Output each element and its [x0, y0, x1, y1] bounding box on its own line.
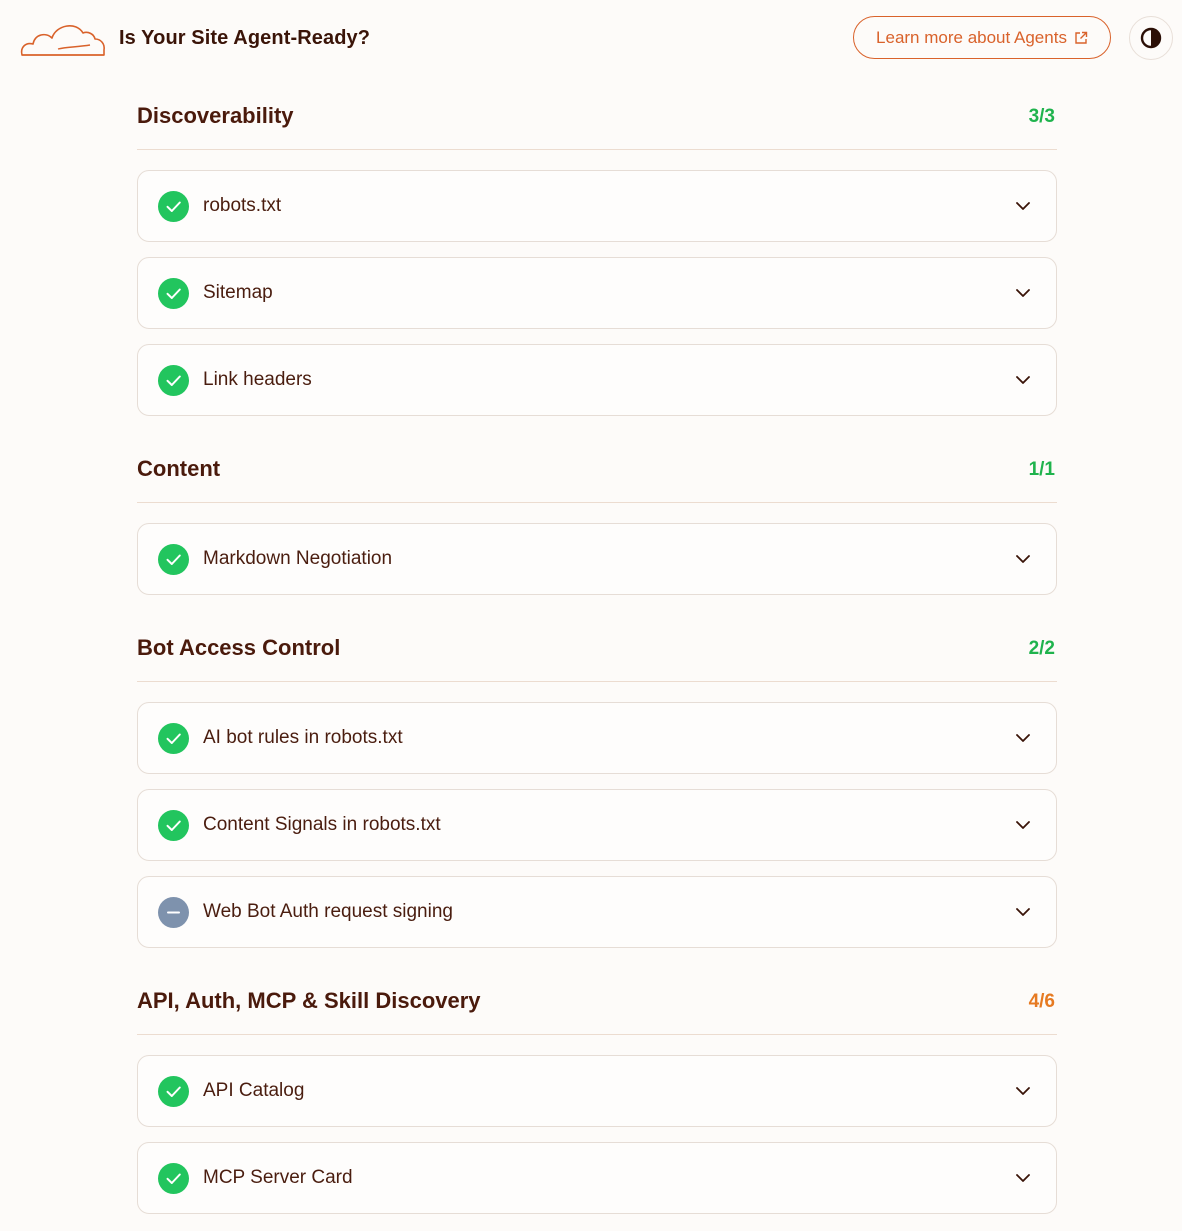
- check-list: [137, 150, 1057, 416]
- check-label: API Catalog: [203, 1080, 305, 1101]
- chevron-down-icon[interactable]: [1014, 199, 1032, 213]
- chevron-down-icon[interactable]: [1014, 373, 1032, 387]
- check-item[interactable]: [137, 876, 1057, 948]
- check-circle-icon: [158, 191, 189, 222]
- check-item[interactable]: [137, 344, 1057, 416]
- check-circle-icon: [158, 1163, 189, 1194]
- check-circle-icon: [158, 723, 189, 754]
- check-circle-icon: [158, 810, 189, 841]
- check-circle-icon: [158, 544, 189, 575]
- external-link-icon: [1074, 31, 1088, 45]
- chevron-down-icon[interactable]: [1014, 905, 1032, 919]
- check-item[interactable]: [137, 1142, 1057, 1214]
- chevron-down-icon[interactable]: [1014, 818, 1032, 832]
- check-item[interactable]: [137, 523, 1057, 595]
- section-score: 3/3: [1028, 106, 1055, 127]
- check-section: [137, 78, 1057, 416]
- section-title: Content: [137, 456, 221, 481]
- section-title: Discoverability: [137, 103, 294, 128]
- chevron-down-icon[interactable]: [1014, 286, 1032, 300]
- chevron-down-icon[interactable]: [1014, 731, 1032, 745]
- section-score: 4/6: [1028, 991, 1055, 1012]
- check-label: robots.txt: [203, 195, 282, 216]
- check-list: [137, 1035, 1057, 1214]
- check-label: Web Bot Auth request signing: [203, 901, 453, 922]
- check-section: [137, 610, 1057, 948]
- section-header: [137, 78, 1057, 150]
- check-label: Markdown Negotiation: [203, 548, 393, 569]
- check-item[interactable]: [137, 1055, 1057, 1127]
- check-list: [137, 682, 1057, 948]
- check-item[interactable]: [137, 702, 1057, 774]
- theme-toggle-button[interactable]: [1129, 16, 1173, 60]
- check-circle-icon: [158, 1076, 189, 1107]
- section-header: [137, 963, 1057, 1035]
- chevron-down-icon[interactable]: [1014, 552, 1032, 566]
- check-label: AI bot rules in robots.txt: [203, 727, 403, 748]
- check-label: MCP Server Card: [203, 1167, 353, 1188]
- results-list: [137, 78, 1057, 1229]
- chevron-down-icon[interactable]: [1014, 1084, 1032, 1098]
- check-label: Link headers: [203, 369, 312, 390]
- learn-more-label: Learn more about Agents: [876, 27, 1067, 47]
- check-section: [137, 963, 1057, 1214]
- check-item[interactable]: [137, 789, 1057, 861]
- page-title: Is Your Site Agent-Ready?: [119, 27, 371, 49]
- check-label: Content Signals in robots.txt: [203, 814, 441, 835]
- chevron-down-icon[interactable]: [1014, 1171, 1032, 1185]
- check-circle-icon: [158, 365, 189, 396]
- section-score: 2/2: [1028, 638, 1055, 659]
- check-label: Sitemap: [203, 282, 273, 303]
- check-section: [137, 431, 1057, 595]
- section-header: [137, 431, 1057, 503]
- check-list: [137, 503, 1057, 595]
- section-title: API, Auth, MCP & Skill Discovery: [137, 988, 481, 1013]
- app-header: [0, 0, 1182, 78]
- section-title: Bot Access Control: [137, 635, 341, 660]
- section-header: [137, 610, 1057, 682]
- check-circle-icon: [158, 278, 189, 309]
- check-item[interactable]: [137, 257, 1057, 329]
- learn-more-button[interactable]: [853, 16, 1111, 59]
- half-circle-contrast-icon: [1140, 27, 1162, 49]
- cloud-logo-icon[interactable]: [18, 17, 106, 61]
- section-score: 1/1: [1028, 459, 1055, 480]
- minus-circle-icon: [158, 897, 189, 928]
- check-item[interactable]: [137, 170, 1057, 242]
